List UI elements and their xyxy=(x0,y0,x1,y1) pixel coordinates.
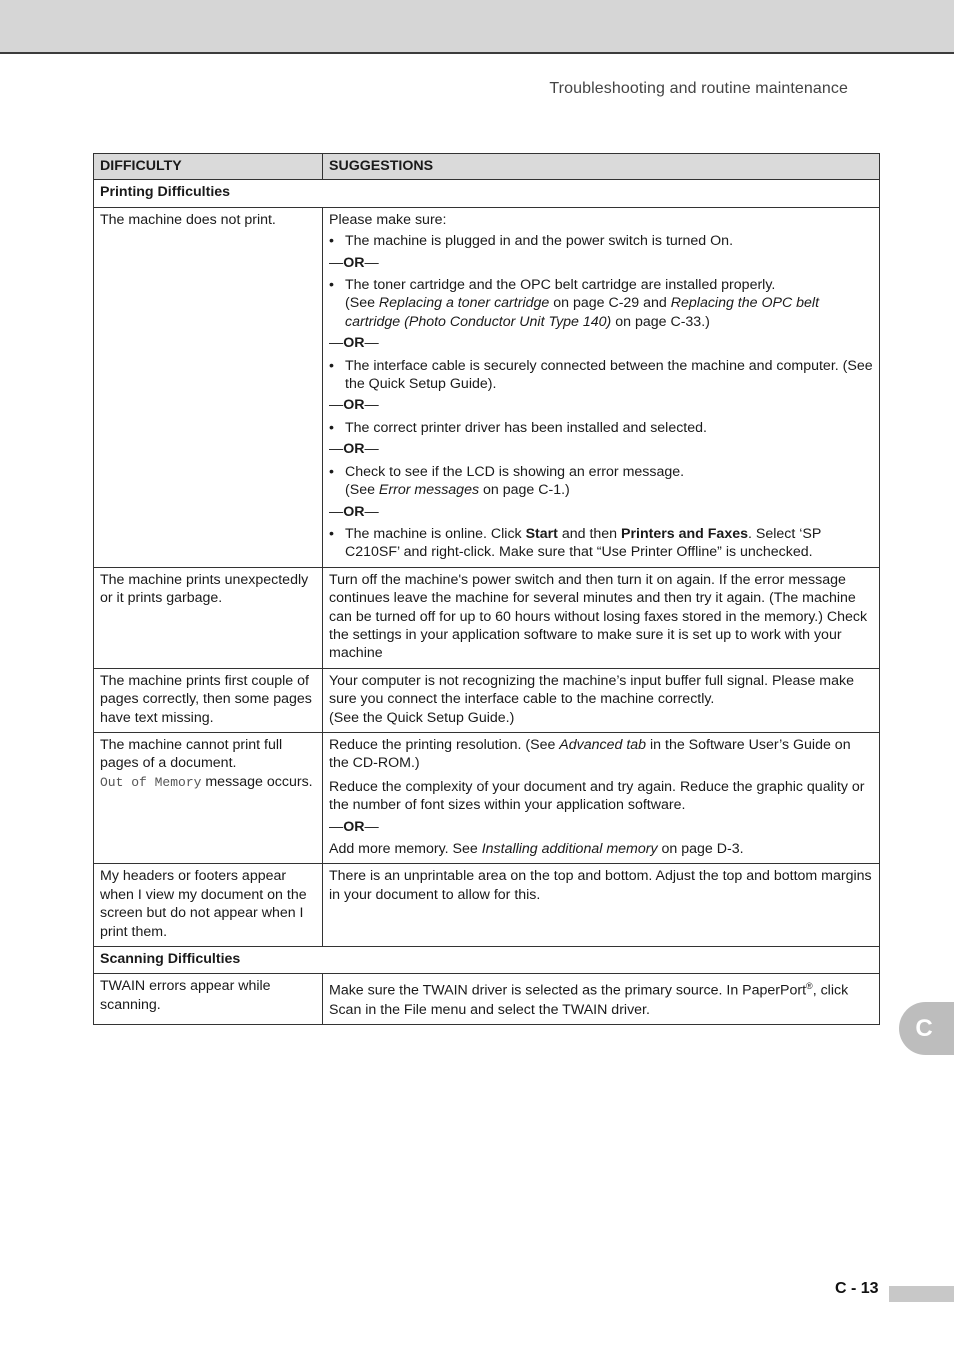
section-title-scanning: Scanning Difficulties xyxy=(94,947,880,974)
suggestion-cell: Your computer is not recognizing the machine’s input buffer full signal. Please make sure you connect the interface cable to the machine correctly. (See the Quick Setup Guide.) xyxy=(323,668,880,732)
cross-reference: Advanced tab xyxy=(559,736,647,753)
suggestion-cell: Reduce the printing resolution. (See Advanced tab in the Software User’s Guide on the CD-ROM.) Reduce the complexity of your document and try again. Reduce the graphic quality or the number of font sizes within your application software. —OR— Add more memory. See Installing additional memory on page D-3. xyxy=(323,732,880,863)
table-row xyxy=(94,567,880,668)
bullet-item: • The machine is online. Click Start and then Printers and Faxes. Select ‘SP C210SF’ and right-click. Make sure that “Use Printer Offline” is unchecked. xyxy=(329,525,822,561)
table-row xyxy=(94,668,880,732)
table-row xyxy=(94,974,880,1025)
or-separator: —OR— xyxy=(329,818,379,835)
table-row xyxy=(94,207,880,567)
suggestion-intro: Please make sure: xyxy=(329,211,447,228)
bullet-icon: • xyxy=(329,525,334,542)
bullet-icon: • xyxy=(329,277,334,294)
suggestion-cell: Make sure the TWAIN driver is selected as the primary source. In PaperPort®, click Scan in the File menu and select the TWAIN driver. xyxy=(323,974,880,1025)
bullet-item: • The toner cartridge and the OPC belt cartridge are installed properly. (See Replacing a toner cartridge on page C-29 and Replacing the OPC belt cartridge (Photo Conductor Unit Type 140) on page C-33.) xyxy=(329,277,820,330)
bullet-icon: • xyxy=(329,419,334,436)
cross-reference: Error messages xyxy=(378,482,480,499)
difficulty-cell: The machine prints first couple of pages correctly, then some pages have text missing. xyxy=(94,668,323,732)
suggestion-cell: Turn off the machine's power switch and then turn it on again. If the error message continues leave the machine for several minutes and then try it again. (The machine can be turned off for up to 60 hours without losing faxes stored in the memory.) Check the settings in your application software to make sure it is set up to work with your machine xyxy=(323,567,880,668)
bullet-icon: • xyxy=(329,233,334,250)
section-title-printing: Printing Difficulties xyxy=(94,180,880,207)
page-number-bar xyxy=(889,1286,954,1302)
bullet-icon: • xyxy=(329,463,334,480)
bullet-item: • Check to see if the LCD is showing an error message. (See Error messages on page C-1.) xyxy=(329,463,685,499)
cross-reference: Replacing a toner cartridge xyxy=(378,295,550,312)
cross-reference: Installing additional memory xyxy=(481,841,658,857)
difficulty-cell: The machine does not print. xyxy=(94,207,323,567)
or-separator: —OR— xyxy=(329,441,379,458)
difficulty-cell: TWAIN errors appear while scanning. xyxy=(94,974,323,1025)
or-separator: —OR— xyxy=(329,397,379,414)
section-row-printing xyxy=(94,180,880,207)
top-header-band xyxy=(0,0,954,54)
bullet-item: • The interface cable is securely connected between the machine and computer. (See the Quick Setup Guide). xyxy=(329,357,873,393)
chapter-tab: C xyxy=(899,1002,954,1055)
bullet-item: • The machine is plugged in and the power switch is turned On. xyxy=(329,233,734,250)
error-code: Out of Memory xyxy=(100,774,202,790)
or-separator: —OR— xyxy=(329,254,379,271)
table-row xyxy=(94,732,880,863)
column-header-suggestions: SUGGESTIONS xyxy=(323,154,880,180)
cross-reference: Replacing the OPC belt cartridge (Photo Conductor Unit Type 140) xyxy=(345,295,820,330)
running-header: Troubleshooting and routine maintenance xyxy=(549,80,848,97)
table-row xyxy=(94,864,880,947)
column-header-difficulty: DIFFICULTY xyxy=(94,154,323,180)
difficulty-cell: My headers or footers appear when I view my document on the screen but do not appear when I print them. xyxy=(94,864,323,947)
suggestion-cell: There is an unprintable area on the top and bottom. Adjust the top and bottom margins in your document to allow for this. xyxy=(323,864,880,947)
table-header-row xyxy=(94,154,880,180)
suggestion-cell xyxy=(323,207,880,567)
difficulty-cell: The machine prints unexpectedly or it prints garbage. xyxy=(94,567,323,668)
page-number: C - 13 xyxy=(835,1280,879,1297)
or-separator: —OR— xyxy=(329,503,379,520)
or-separator: —OR— xyxy=(329,335,379,352)
difficulty-cell: The machine cannot print full pages of a document. Out of Memory message occurs. xyxy=(94,732,323,863)
section-row-scanning xyxy=(94,947,880,974)
bullet-item: • The correct printer driver has been installed and selected. xyxy=(329,419,707,436)
bullet-icon: • xyxy=(329,357,334,374)
troubleshooting-table xyxy=(93,153,880,1025)
